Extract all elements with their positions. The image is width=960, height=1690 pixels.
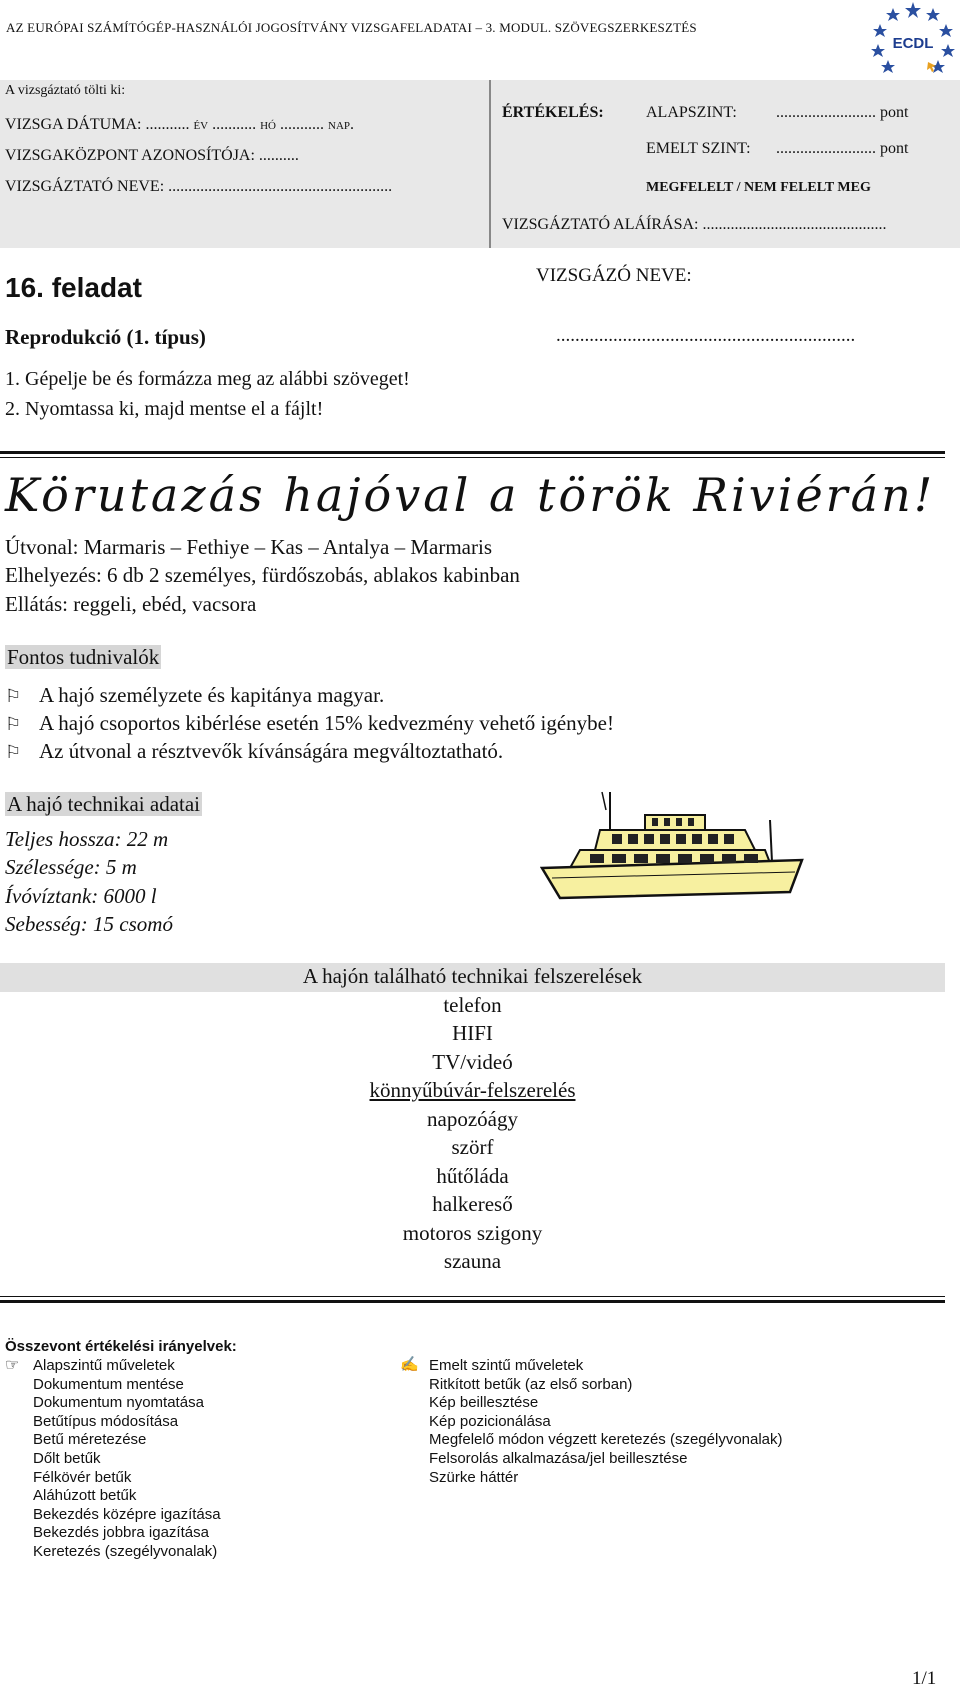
tech-item: Ívóvíztank: 6000 l <box>5 884 157 908</box>
basic-level: ALAPSZINT: <box>646 104 737 121</box>
tech-heading: A hajó technikai adatai <box>7 792 201 816</box>
advanced-points: ......................... pont <box>776 140 909 157</box>
task-step-2: 2. Nyomtassa ki, majd mentse el a fájlt! <box>5 398 324 420</box>
writing-hand-icon: ✍ <box>400 1356 419 1373</box>
fill-label: A vizsgáztató tölti ki: <box>5 83 126 98</box>
basic-item: Bekezdés középre igazítása <box>33 1505 221 1523</box>
bottom-rule-thin <box>0 1296 945 1297</box>
equipment-item: napozóágy <box>427 1107 518 1131</box>
candidate-name-label: VIZSGÁZÓ NEVE: <box>536 265 692 286</box>
meals-line: Ellátás: reggeli, ebéd, vacsora <box>5 592 257 616</box>
advanced-item: Szürke háttér <box>429 1468 519 1486</box>
result-options: MEGFELELT / NEM FELELT MEG <box>646 180 871 195</box>
basic-item: Dőlt betűk <box>33 1449 101 1467</box>
candidate-name-dots: ............................................................... <box>556 325 856 346</box>
advanced-item: Felsorolás alkalmazása/jel beillesztése <box>429 1449 688 1467</box>
flag-bullet-icon: ⚐ <box>5 714 22 734</box>
equipment-item: motoros szigony <box>402 1221 543 1245</box>
basic-item: Betűtípus módosítása <box>33 1412 179 1430</box>
note-item <box>5 739 503 764</box>
equipment-item: TV/videó <box>432 1050 513 1074</box>
document-title: Körutazás hajóval a török Riviérán! <box>5 468 936 522</box>
exam-date: VIZSGA DÁTUMA: ........... év ........... hó ........... nap. <box>5 116 355 133</box>
pointing-hand-icon: ☞ <box>5 1357 20 1374</box>
advanced-list <box>429 1357 783 1487</box>
basic-item: Bekezdés jobbra igazítása <box>33 1524 209 1542</box>
ecdl-logo <box>868 0 958 80</box>
equipment-item: szauna <box>443 1249 502 1273</box>
advanced-item: Kép beillesztése <box>429 1394 539 1412</box>
advanced-level: EMELT SZINT: <box>646 140 751 157</box>
note-item <box>5 711 614 736</box>
basic-item: Félkövér betűk <box>33 1468 132 1486</box>
basic-item: Aláhúzott betűk <box>33 1487 137 1505</box>
document-header: AZ EURÓPAI SZÁMÍTÓGÉP-HASZNÁLÓI JOGOSÍTVÁNY VIZSGAFELADATAI – 3. MODUL. SZÖVEGSZERKESZTÉS <box>6 20 697 35</box>
advanced-item: Emelt szintű műveletek <box>429 1357 584 1374</box>
page-number: 1/1 <box>912 1668 937 1689</box>
eval-label: ÉRTÉKELÉS: <box>502 104 604 121</box>
evaluation-title: Összevont értékelési irányelvek: <box>5 1338 237 1355</box>
basic-list <box>33 1357 221 1562</box>
equipment-item: HIFI <box>452 1021 493 1045</box>
tech-item: Szélessége: 5 m <box>5 855 137 879</box>
examiner-signature: VIZSGÁZTATÓ ALÁÍRÁSA: .............................................. <box>502 216 887 233</box>
ship-image <box>540 790 805 905</box>
equipment-item: halkereső <box>432 1192 513 1216</box>
tech-item: Teljes hossza: 22 m <box>5 827 169 851</box>
note-text: A hajó személyzete és kapitánya magyar. <box>39 683 385 707</box>
accommodation-line: Elhelyezés: 6 db 2 személyes, fürdőszobás, ablakos kabinban <box>5 563 520 587</box>
examiner-name: VIZSGÁZTATÓ NEVE: ........................................................ <box>5 178 393 195</box>
bottom-rule-thick <box>0 1300 945 1303</box>
basic-points: ......................... pont <box>776 104 909 121</box>
advanced-item: Megfelelő módon végzett keretezés (szegélyvonalak) <box>429 1431 783 1449</box>
notes-heading: Fontos tudnivalók <box>7 645 160 669</box>
flag-bullet-icon: ⚐ <box>5 686 22 706</box>
basic-item: Betű méretezése <box>33 1431 147 1449</box>
equipment-item: könnyűbúvár-felszerelés <box>369 1078 576 1102</box>
note-item <box>5 683 384 708</box>
info-divider <box>489 80 491 248</box>
advanced-item: Ritkított betűk (az első sorban) <box>429 1375 633 1393</box>
equipment-item: hűtőláda <box>436 1164 509 1188</box>
equipment-heading: A hajón található technikai felszerelések <box>302 964 643 988</box>
basic-item: Dokumentum nyomtatása <box>33 1394 204 1412</box>
advanced-item: Kép pozicionálása <box>429 1412 551 1430</box>
basic-item: Alapszintű műveletek <box>33 1357 175 1374</box>
basic-item: Dokumentum mentése <box>33 1375 184 1393</box>
center-id: VIZSGAKÖZPONT AZONOSÍTÓJA: .......... <box>5 147 299 164</box>
info-left <box>5 82 392 202</box>
equipment-item: szörf <box>451 1135 494 1159</box>
equipment-item: telefon <box>443 993 502 1017</box>
flag-bullet-icon: ⚐ <box>5 742 22 762</box>
basic-item: Keretezés (szegélyvonalak) <box>33 1542 218 1560</box>
tech-item: Sebesség: 15 csomó <box>5 912 173 936</box>
note-text: A hajó csoportos kibérlése esetén 15% kedvezmény vehető igénybe! <box>39 711 614 735</box>
task-type: Reprodukció (1. típus) <box>5 325 206 349</box>
task-title: 16. feladat <box>5 272 142 303</box>
note-text: Az útvonal a résztvevők kívánságára megváltoztatható. <box>39 739 504 763</box>
top-rule-thick <box>0 451 945 454</box>
task-step-1: 1. Gépelje be és formázza meg az alábbi szöveget! <box>5 368 410 390</box>
route-line: Útvonal: Marmaris – Fethiye – Kas – Antalya – Marmaris <box>5 535 492 559</box>
logo-text: ECDL <box>892 35 934 52</box>
top-rule-thin <box>0 457 945 458</box>
